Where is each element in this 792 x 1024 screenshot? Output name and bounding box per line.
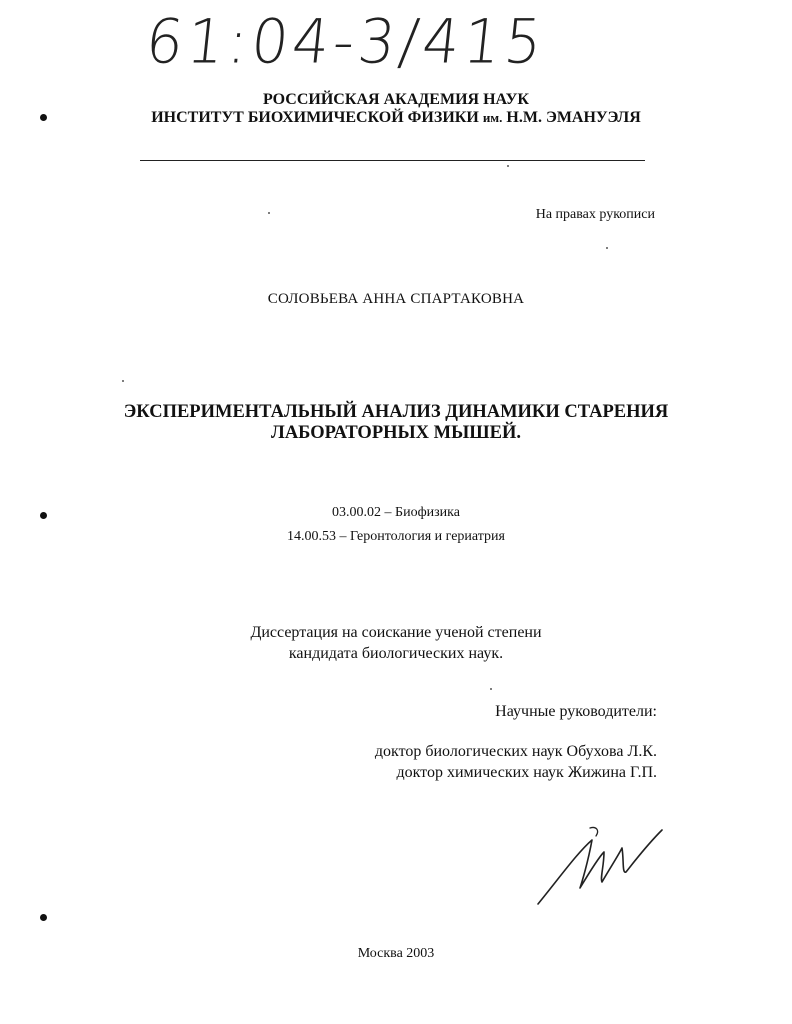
- title-line-1: ЭКСПЕРИМЕНТАЛЬНЫЙ АНАЛИЗ ДИНАМИКИ СТАРЕНИЯ: [123, 402, 669, 422]
- academy-name: РОССИЙСКАЯ АКАДЕМИЯ НАУК: [262, 91, 529, 108]
- institute-im: им.: [482, 110, 503, 125]
- specialty-item: 03.00.02 – Биофизика: [332, 505, 460, 520]
- rights-note: На правах рукописи: [535, 207, 655, 222]
- archive-code-handwritten: 61:04-3/415: [142, 6, 550, 78]
- dissertation-line-2: кандидата биологических наук.: [288, 645, 504, 662]
- dissertation-statement: [0, 622, 792, 664]
- supervisors-list: [290, 741, 657, 783]
- institute-name: [0, 108, 792, 127]
- punch-mark: [40, 914, 47, 921]
- supervisor-item: доктор химических наук Жижина Г.П.: [396, 764, 657, 781]
- scan-speck: [122, 380, 124, 382]
- city-year: Москва 2003: [357, 946, 435, 961]
- institute-eponym: Н.М. ЭМАНУЭЛЯ: [506, 109, 641, 126]
- author-name: СОЛОВЬЕВА АННА СПАРТАКОВНА: [267, 291, 525, 307]
- specialties: [0, 501, 792, 549]
- scan-speck: [268, 212, 270, 214]
- scan-speck: [606, 247, 608, 249]
- specialty-item: 14.00.53 – Геронтология и гериатрия: [287, 529, 505, 544]
- thesis-title: [0, 402, 792, 444]
- supervisor-item: доктор биологических наук Обухова Л.К.: [374, 743, 657, 760]
- institute-main: ИНСТИТУТ БИОХИМИЧЕСКОЙ ФИЗИКИ: [151, 109, 479, 126]
- signature-mark: [530, 822, 670, 912]
- dissertation-line-1: Диссертация на соискание ученой степени: [250, 624, 542, 641]
- header-divider: [140, 160, 645, 161]
- scan-speck: [507, 165, 509, 167]
- title-line-2: ЛАБОРАТОРНЫХ МЫШЕЙ.: [271, 423, 521, 443]
- supervisors-label: Научные руководители:: [495, 703, 657, 720]
- punch-mark: [40, 512, 47, 519]
- scan-speck: [490, 688, 492, 690]
- punch-mark: [40, 114, 47, 121]
